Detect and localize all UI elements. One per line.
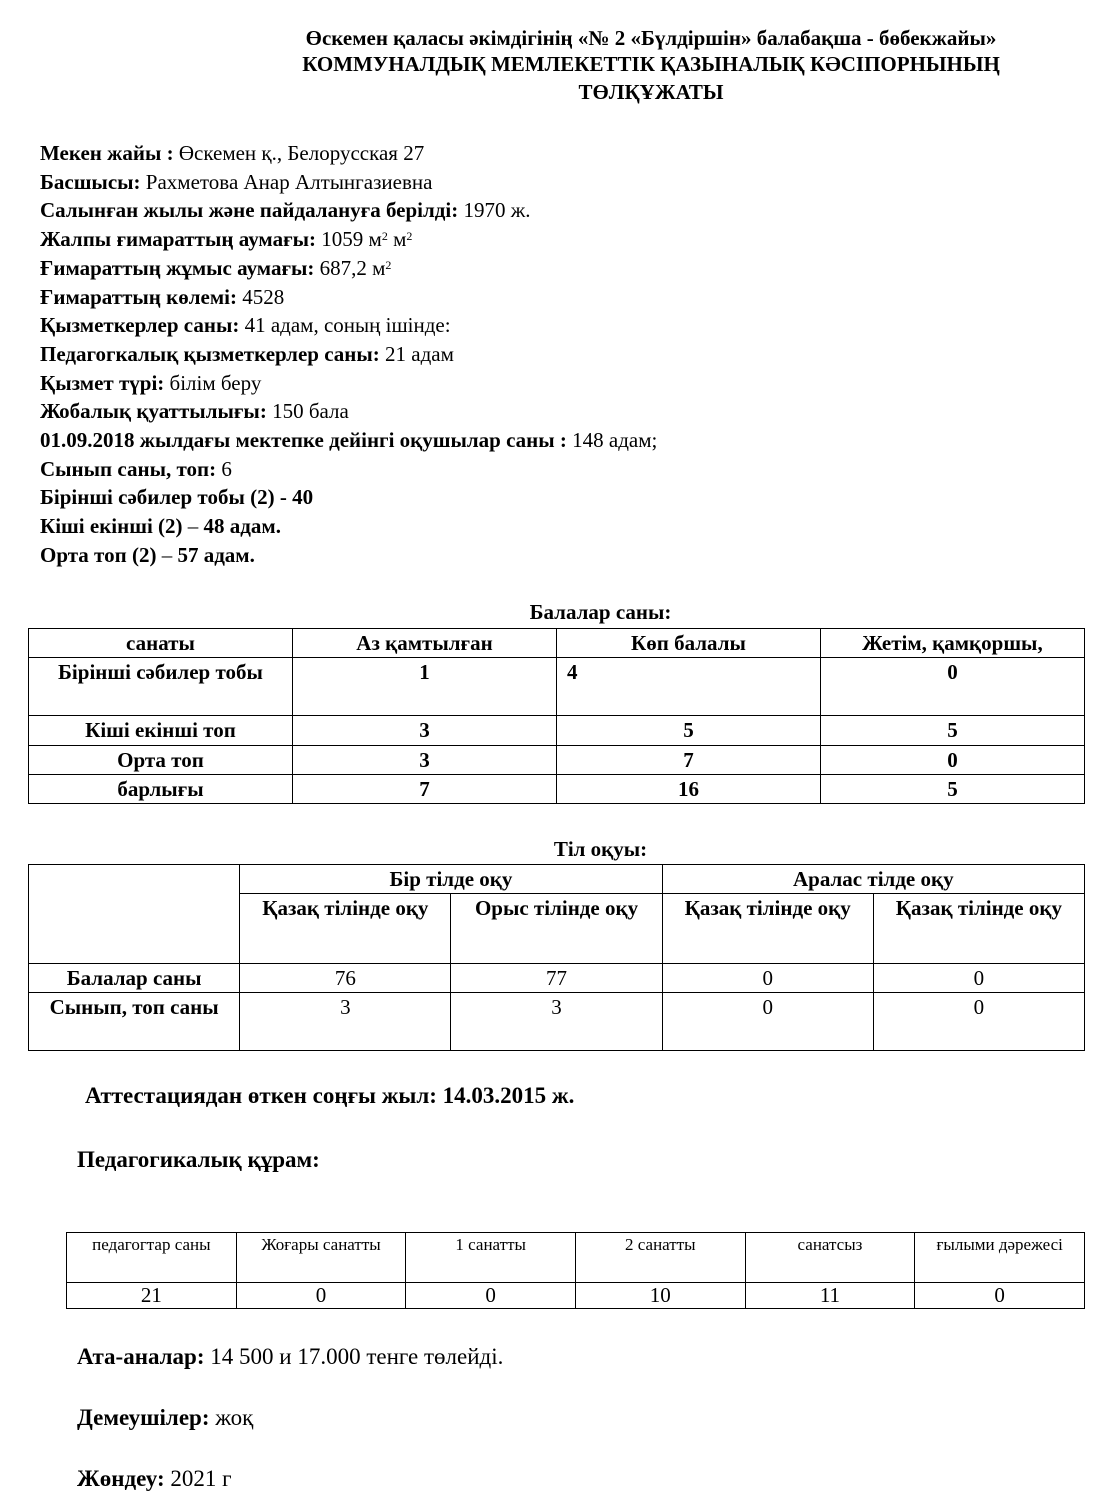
info-work-area: Ғимараттың жұмыс аумағы: 687,2 $м^2$ — [40, 255, 392, 280]
info-pupils: 01.09.2018 жылдағы мектепке дейінгі оқушылар саны : 148 адам; — [40, 428, 658, 453]
staff-header-degree: ғылыми дәрежесі — [915, 1233, 1085, 1283]
children-header-low-income: Аз қамтылған — [292, 629, 556, 658]
table-cell: 0 — [915, 1283, 1085, 1309]
info-service: Қызмет түрі: білім беру — [40, 370, 262, 395]
staff-header-highest: Жоғары санатты — [236, 1233, 406, 1283]
table-cell: 5 — [820, 775, 1084, 804]
doc-title-line2: КОММУНАЛДЫҚ МЕМЛЕКЕТТІК ҚАЗЫНАЛЫҚ КӘСІПОРНЫНЫҢ — [302, 52, 1000, 76]
table-cell: 10 — [575, 1283, 745, 1309]
table-cell: 0 — [662, 993, 873, 1051]
staff-header-none: санатсыз — [745, 1233, 915, 1283]
staff-table-caption: Педагогикалық құрам: — [77, 1147, 320, 1172]
info-group3: Орта топ (2) – 57 адам. — [40, 542, 255, 567]
info-volume: Ғимараттың көлемі: 4528 — [40, 284, 285, 309]
table-cell: 5 — [820, 716, 1084, 746]
table-cell: 11 — [745, 1283, 915, 1309]
doc-title-line3: ТӨЛҚҰЖАТЫ — [578, 80, 724, 104]
doc-title-line1: Өскемен қаласы әкімдігінің «№ 2 «Бүлдіршін» балабақша - бөбекжайы» — [305, 26, 997, 50]
info-group1: Бірінші сәбилер тобы (2) - 40 — [40, 485, 314, 510]
table-cell: 5 — [557, 716, 821, 746]
table-cell: 3 — [451, 993, 662, 1051]
table-cell: Бірінші сәбилер тобы — [29, 658, 293, 716]
sponsors-line: Демеушілер: жоқ — [77, 1405, 254, 1430]
lang-group-mixed: Аралас тілде оқу — [662, 865, 1084, 894]
info-group2: Кіші екінші (2) – 48 адам. — [40, 514, 281, 539]
table-cell: 4 — [557, 658, 821, 716]
children-header-category: санаты — [29, 629, 293, 658]
children-header-large-family: Көп балалы — [557, 629, 821, 658]
table-cell: 0 — [406, 1283, 576, 1309]
info-groups: Сынып саны, топ: 6 — [40, 456, 232, 481]
table-cell: 7 — [557, 746, 821, 775]
table-cell: 77 — [451, 964, 662, 993]
table-cell: Орта топ — [29, 746, 293, 775]
lang-header-empty — [29, 865, 240, 964]
lang-table — [28, 864, 1085, 1051]
info-block — [40, 139, 657, 570]
table-cell: 0 — [820, 746, 1084, 775]
info-capacity: Жобалық қуаттылығы: 150 бала — [40, 399, 349, 424]
staff-header-first: 1 санатты — [406, 1233, 576, 1283]
staff-header-count: педагогтар саны — [67, 1233, 237, 1283]
table-cell: 0 — [662, 964, 873, 993]
table-cell: 0 — [873, 964, 1084, 993]
lang-sub-kazakh-2: Қазақ тілінде оқу — [662, 894, 873, 964]
table-cell: 76 — [240, 964, 451, 993]
lang-sub-kazakh-3: Қазақ тілінде оқу — [873, 894, 1084, 964]
table-cell: барлығы — [29, 775, 293, 804]
repair-line: Жөндеу: 2021 г — [77, 1466, 232, 1491]
children-header-orphan: Жетім, қамқоршы, — [820, 629, 1084, 658]
staff-header-second: 2 санатты — [575, 1233, 745, 1283]
table-cell: Сынып, топ саны — [29, 993, 240, 1051]
info-total-area: Жалпы ғимараттың аумағы: 1059 $м^2$ $м^2$ — [40, 227, 413, 252]
info-head: Басшысы: Рахметова Анар Алтынгазиевна — [40, 169, 433, 194]
table-cell: 0 — [873, 993, 1084, 1051]
info-built: Салынған жылы және пайдалануға берілді: 1970 ж. — [40, 198, 531, 223]
table-cell: Балалар саны — [29, 964, 240, 993]
lang-sub-russian: Орыс тілінде оқу — [451, 894, 662, 964]
children-table-caption: Балалар саны: — [529, 600, 672, 624]
attestation-line: Аттестациядан өткен соңғы жыл: 14.03.2015 ж. — [85, 1083, 575, 1108]
table-cell: 3 — [292, 746, 556, 775]
parents-line: Ата-аналар: 14 500 и 17.000 тенге төлейді. — [77, 1344, 504, 1369]
table-cell: 3 — [240, 993, 451, 1051]
info-staff: Қызметкерлер саны: 41 адам, соның ішінде: — [40, 313, 451, 338]
table-cell: 16 — [557, 775, 821, 804]
lang-table-caption: Тіл оқуы: — [553, 837, 648, 861]
table-cell: 21 — [67, 1283, 237, 1309]
info-ped-staff: Педагогкалық қызметкерлер саны: 21 адам — [40, 341, 454, 366]
lang-group-single: Бір тілде оқу — [240, 865, 662, 894]
children-table — [28, 628, 1085, 804]
table-cell: Кіші екінші топ — [29, 716, 293, 746]
table-cell: 1 — [292, 658, 556, 716]
table-cell: 0 — [236, 1283, 406, 1309]
table-cell: 3 — [292, 716, 556, 746]
table-cell: 7 — [292, 775, 556, 804]
info-address: Мекен жайы : Өскемен қ., Белорусская 27 — [40, 141, 425, 165]
lang-sub-kazakh-1: Қазақ тілінде оқу — [240, 894, 451, 964]
staff-table — [66, 1232, 1085, 1309]
table-cell: 0 — [820, 658, 1084, 716]
